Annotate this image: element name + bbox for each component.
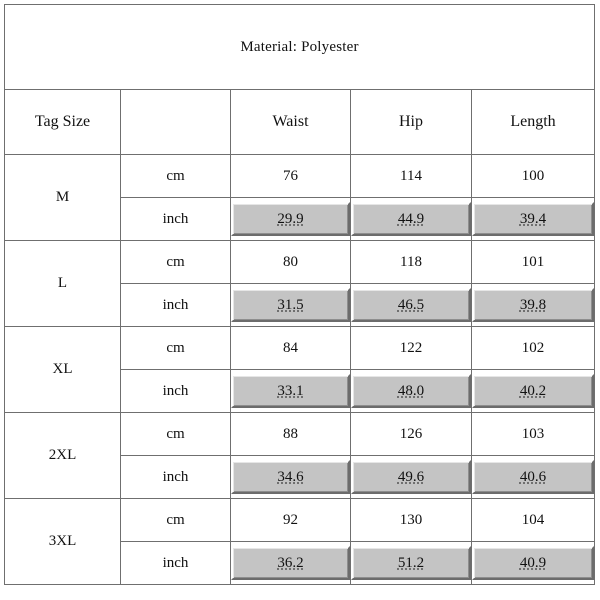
inch-waist-value: 33.1 bbox=[231, 374, 350, 408]
inch-hip-cell bbox=[351, 198, 472, 241]
hip-header: Hip bbox=[351, 90, 472, 155]
inch-hip-cell bbox=[351, 456, 472, 499]
unit-inch: inch bbox=[121, 456, 231, 499]
inch-length-value: 40.2 bbox=[472, 374, 594, 408]
header-row bbox=[5, 90, 595, 155]
inch-waist-value: 36.2 bbox=[231, 546, 350, 580]
cm-length-value: 100 bbox=[472, 155, 595, 198]
unit-cm: cm bbox=[121, 413, 231, 456]
cm-hip-value: 114 bbox=[351, 155, 472, 198]
unit-cm: cm bbox=[121, 241, 231, 284]
size-chart bbox=[4, 4, 594, 594]
inch-hip-value: 49.6 bbox=[351, 460, 471, 494]
length-header: Length bbox=[472, 90, 595, 155]
cm-waist-value: 84 bbox=[231, 327, 351, 370]
inch-waist-cell bbox=[231, 456, 351, 499]
cm-waist-value: 88 bbox=[231, 413, 351, 456]
inch-length-value: 40.9 bbox=[472, 546, 594, 580]
inch-length-cell bbox=[472, 284, 595, 327]
cm-length-value: 104 bbox=[472, 499, 595, 542]
tag-size-header: Tag Size bbox=[5, 90, 121, 155]
size-row-cm bbox=[5, 413, 595, 456]
cm-hip-value: 122 bbox=[351, 327, 472, 370]
size-label: 2XL bbox=[5, 413, 121, 499]
cm-hip-value: 130 bbox=[351, 499, 472, 542]
inch-hip-cell bbox=[351, 284, 472, 327]
cm-length-value: 102 bbox=[472, 327, 595, 370]
inch-hip-value: 48.0 bbox=[351, 374, 471, 408]
inch-length-value: 40.6 bbox=[472, 460, 594, 494]
cm-length-value: 103 bbox=[472, 413, 595, 456]
inch-hip-cell bbox=[351, 542, 472, 585]
unit-inch: inch bbox=[121, 198, 231, 241]
inch-length-value: 39.8 bbox=[472, 288, 594, 322]
waist-header: Waist bbox=[231, 90, 351, 155]
inch-hip-cell bbox=[351, 370, 472, 413]
cm-length-value: 101 bbox=[472, 241, 595, 284]
material-title: Material: Polyester bbox=[5, 5, 595, 90]
size-row-cm bbox=[5, 241, 595, 284]
unit-inch: inch bbox=[121, 370, 231, 413]
unit-cm: cm bbox=[121, 155, 231, 198]
inch-length-cell bbox=[472, 198, 595, 241]
inch-hip-value: 51.2 bbox=[351, 546, 471, 580]
inch-waist-cell bbox=[231, 370, 351, 413]
size-table-body bbox=[5, 5, 595, 585]
inch-length-value: 39.4 bbox=[472, 202, 594, 236]
size-table bbox=[4, 4, 595, 585]
size-label: M bbox=[5, 155, 121, 241]
unit-inch: inch bbox=[121, 284, 231, 327]
inch-length-cell bbox=[472, 456, 595, 499]
inch-length-cell bbox=[472, 542, 595, 585]
inch-waist-value: 31.5 bbox=[231, 288, 350, 322]
inch-waist-cell bbox=[231, 198, 351, 241]
cm-waist-value: 76 bbox=[231, 155, 351, 198]
cm-hip-value: 118 bbox=[351, 241, 472, 284]
cm-waist-value: 92 bbox=[231, 499, 351, 542]
unit-cm: cm bbox=[121, 327, 231, 370]
cm-waist-value: 80 bbox=[231, 241, 351, 284]
inch-hip-value: 44.9 bbox=[351, 202, 471, 236]
inch-waist-cell bbox=[231, 542, 351, 585]
inch-hip-value: 46.5 bbox=[351, 288, 471, 322]
size-label: XL bbox=[5, 327, 121, 413]
size-label: 3XL bbox=[5, 499, 121, 585]
size-row-cm bbox=[5, 499, 595, 542]
inch-waist-cell bbox=[231, 284, 351, 327]
size-row-cm bbox=[5, 327, 595, 370]
unit-inch: inch bbox=[121, 542, 231, 585]
unit-cm: cm bbox=[121, 499, 231, 542]
size-label: L bbox=[5, 241, 121, 327]
size-row-cm bbox=[5, 155, 595, 198]
inch-waist-value: 34.6 bbox=[231, 460, 350, 494]
inch-waist-value: 29.9 bbox=[231, 202, 350, 236]
cm-hip-value: 126 bbox=[351, 413, 472, 456]
unit-header bbox=[121, 90, 231, 155]
inch-length-cell bbox=[472, 370, 595, 413]
